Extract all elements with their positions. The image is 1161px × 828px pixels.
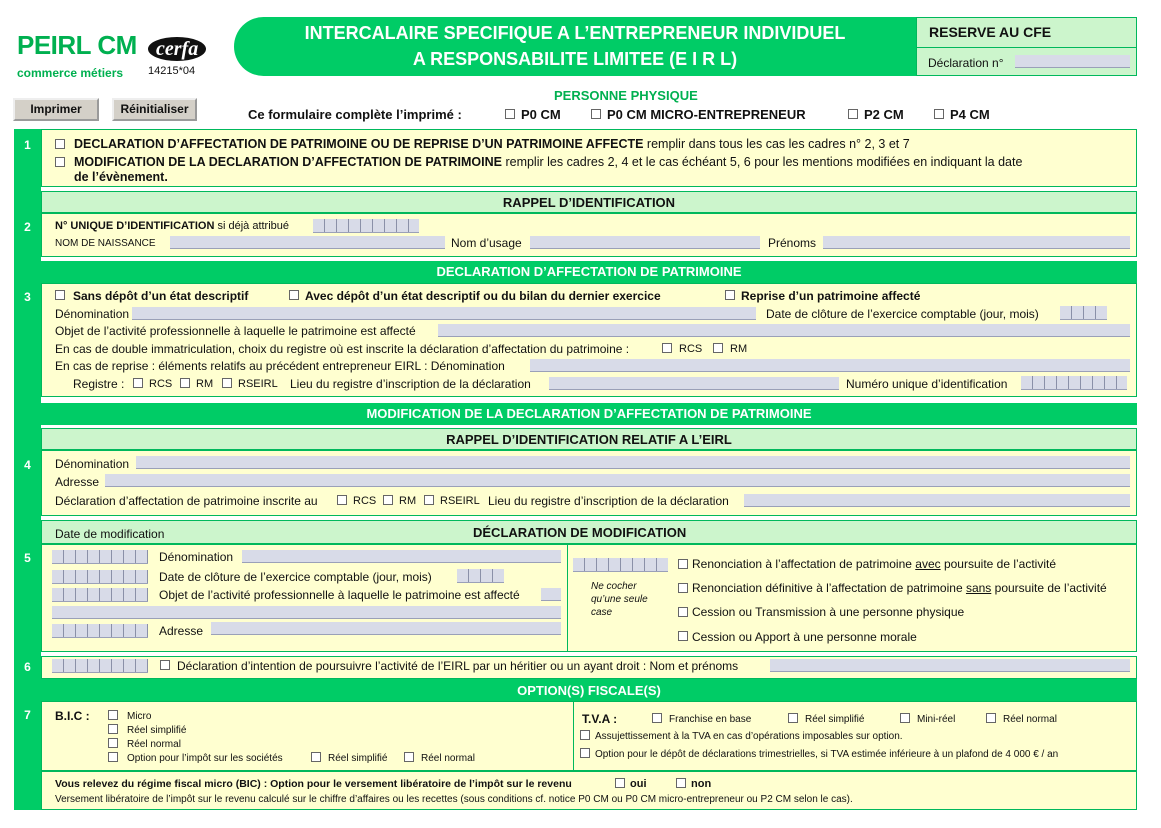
renonciation-sans-label: Renonciation définitive à l’affectation de patrimoine sans poursuite de l’activité — [692, 581, 1107, 595]
s5-object-label: Objet de l’activité professionnelle à laquelle le patrimoine est affecté — [159, 588, 520, 602]
s6-heir-checkbox[interactable] — [160, 660, 170, 670]
avec-depot-label: Avec dépôt d’un état descriptif ou du bilan du dernier exercice — [305, 289, 661, 303]
personne-title: PERSONNE PHYSIQUE — [554, 88, 698, 103]
options-fiscales-title: OPTION(S) FISCALE(S) — [517, 683, 661, 698]
bic-reel-normal-checkbox[interactable] — [108, 738, 118, 748]
micro-liberatoire-question: Vous relevez du régime fiscal micro (BIC) : Option pour le versement libératoire de l’impôt sur le revenu — [55, 778, 572, 790]
declaration-modification-title: DÉCLARATION DE MODIFICATION — [473, 525, 687, 540]
s5-object-field-1[interactable] — [541, 588, 561, 601]
modification-bar: MODIFICATION DE LA DECLARATION D’AFFECTATION DE PATRIMOINE — [41, 403, 1137, 425]
cession-morale-checkbox[interactable] — [678, 631, 688, 641]
p2cm-checkbox[interactable] — [848, 109, 858, 119]
registre-rm-label: RM — [196, 378, 214, 390]
s6-heir-label: Déclaration d’intention de poursuivre l’activité de l’EIRL par un héritier ou un ayant droit : Nom et prénoms — [177, 659, 739, 673]
reset-button[interactable]: Réinitialiser — [112, 98, 197, 121]
cerfa-logo: cerfa — [148, 37, 206, 61]
s3-denomination-label: Dénomination — [55, 307, 130, 321]
is-normal-label: Réel normal — [421, 753, 475, 764]
s3-object-label: Objet de l’activité professionnelle à laquelle le patrimoine est affecté — [55, 324, 416, 338]
section-3-number: 3 — [24, 290, 31, 304]
franchise-checkbox[interactable] — [652, 713, 662, 723]
mini-reel-label: Mini-réel — [917, 714, 956, 725]
section-1-number: 1 — [24, 138, 31, 152]
renonciation-avec-label: Renonciation à l’affectation de patrimoine avec poursuite de l’activité — [692, 557, 1057, 571]
registre-rseirl-label: RSEIRL — [238, 378, 278, 390]
s3-numero-field[interactable] — [1021, 376, 1127, 390]
bic-reel-simplifie-label: Réel simplifié — [127, 725, 187, 736]
section-2-number: 2 — [24, 220, 31, 234]
s5-date-object-field[interactable] — [52, 588, 148, 602]
tva-label: T.V.A : — [582, 712, 618, 726]
s4-denomination-field[interactable] — [136, 456, 1130, 469]
sans-depot-checkbox[interactable] — [55, 290, 65, 300]
registre-rcs-label: RCS — [149, 378, 173, 390]
p0cm-micro-checkbox[interactable] — [591, 109, 601, 119]
liberatoire-oui-checkbox[interactable] — [615, 778, 625, 788]
s4-rseirl-checkbox[interactable] — [424, 495, 434, 505]
rappel-eirl-bar: RAPPEL D’IDENTIFICATION RELATIF A L’EIRL — [41, 428, 1137, 450]
double-reg-rm-checkbox[interactable] — [713, 343, 723, 353]
s4-adresse-field[interactable] — [105, 474, 1130, 487]
brand-subtitle: commerce métiers — [17, 66, 124, 80]
section-4-number: 4 — [24, 458, 31, 472]
modification-date-label: Date de modification — [55, 527, 165, 541]
cerfa-number: 14215*04 — [148, 65, 196, 77]
s5-date-denomination-field[interactable] — [52, 550, 148, 564]
s6-heir-name-field[interactable] — [770, 659, 1130, 672]
liberatoire-non-checkbox[interactable] — [676, 778, 686, 788]
first-names-field[interactable] — [823, 236, 1130, 249]
bic-reel-simplifie-checkbox[interactable] — [108, 724, 118, 734]
section-7-number: 7 — [24, 708, 31, 722]
form-complement-label: Ce formulaire complète l’imprimé : — [248, 107, 462, 122]
tva-normal-label: Réel normal — [1003, 714, 1057, 725]
liberatoire-footnote: Versement libératoire de l’impôt sur le revenu calculé sur le chiffre d’affaires ou les recettes (sous conditions cf. notice P0 CM ou P0 CM micro-entrepreneur ou P2 CM selon le cas). — [55, 794, 853, 805]
id-number-label: N° UNIQUE D’IDENTIFICATION si déjà attribué — [55, 220, 290, 232]
id-number-field[interactable] — [313, 219, 419, 233]
form-title-line1: INTERCALAIRE SPECIFIQUE A L’ENTREPRENEUR INDIVIDUEL — [304, 23, 846, 43]
p0cm-checkbox[interactable] — [505, 109, 515, 119]
reprise-denomination-field[interactable] — [530, 359, 1130, 372]
s3-denomination-field[interactable] — [132, 307, 756, 320]
option-is-checkbox[interactable] — [108, 752, 118, 762]
liberatoire-oui-label: oui — [630, 778, 647, 790]
s4-denomination-label: Dénomination — [55, 457, 130, 471]
cession-physique-label: Cession ou Transmission à une personne physique — [692, 605, 965, 619]
bic-label: B.I.C : — [55, 709, 90, 723]
usage-name-label: Nom d’usage — [451, 236, 522, 250]
tva-simplifie-checkbox[interactable] — [788, 713, 798, 723]
cession-physique-checkbox[interactable] — [678, 607, 688, 617]
section-6-number: 6 — [24, 660, 31, 674]
is-normal-checkbox[interactable] — [404, 752, 414, 762]
bic-micro-label: Micro — [127, 711, 152, 722]
liberatoire-non-label: non — [691, 778, 712, 790]
single-box-note-3: case — [591, 607, 613, 618]
section-5-number: 5 — [24, 551, 31, 565]
affectation-option: DECLARATION D’AFFECTATION DE PATRIMOINE OU DE REPRISE D’UN PATRIMOINE AFFECTE remplir dans tous les cas les cadres n° 2, 3 et 7 — [74, 137, 910, 151]
s4-rseirl-label: RSEIRL — [440, 495, 480, 507]
p2cm-label: P2 CM — [864, 107, 904, 122]
s4-adresse-label: Adresse — [55, 475, 100, 489]
s5-adresse-field[interactable] — [211, 622, 561, 635]
registre-label: Registre : — [73, 377, 125, 391]
form-title-line2: A RESPONSABILITE LIMITEE (E I R L) — [412, 49, 738, 69]
s5-date-closing-field[interactable] — [52, 570, 148, 584]
sans-depot-label: Sans dépôt d’un état descriptif — [73, 289, 249, 303]
modification-option-line2: de l’évènement. — [74, 170, 168, 184]
rappel-identification-bar: RAPPEL D’IDENTIFICATION — [41, 191, 1137, 213]
s5-denomination-label: Dénomination — [159, 550, 234, 564]
reprise-checkbox[interactable] — [725, 290, 735, 300]
s3-numero-label: Numéro unique d’identification — [846, 377, 1008, 391]
s5-date-adresse-field[interactable] — [52, 624, 148, 638]
tva-normal-checkbox[interactable] — [986, 713, 996, 723]
brand-logo: PEIRL CM — [17, 30, 137, 60]
s6-date-field[interactable] — [52, 659, 148, 673]
tva-simplifie-label: Réel simplifié — [805, 714, 865, 725]
renonciation-sans-checkbox[interactable] — [678, 583, 688, 593]
mini-reel-checkbox[interactable] — [900, 713, 910, 723]
reprise-previous-label: En cas de reprise : éléments relatifs au précédent entrepreneur EIRL : Dénomination — [55, 359, 505, 373]
is-simplifie-label: Réel simplifié — [328, 753, 388, 764]
registre-rm-checkbox[interactable] — [180, 378, 190, 388]
single-box-note-1: Ne cocher — [591, 581, 637, 592]
p0cm-micro-label: P0 CM MICRO-ENTREPRENEUR — [607, 107, 806, 122]
s5-date-renonciation-field[interactable] — [573, 558, 668, 572]
s4-rcs-checkbox[interactable] — [337, 495, 347, 505]
birth-name-label: NOM DE NAISSANCE — [55, 238, 156, 249]
option-is-label: Option pour l’impôt sur les sociétés — [127, 753, 283, 764]
bic-reel-normal-label: Réel normal — [127, 739, 181, 750]
s4-rm-checkbox[interactable] — [383, 495, 393, 505]
is-simplifie-checkbox[interactable] — [311, 752, 321, 762]
s4-rm-label: RM — [399, 495, 417, 507]
franchise-label: Franchise en base — [669, 714, 752, 725]
s3-object-field[interactable] — [438, 324, 1130, 337]
depot-trimestriel-label: Option pour le dépôt de déclarations trimestrielles, si TVA estimée inférieure à un plafond de 4 000 € / an — [595, 749, 1059, 760]
modification-checkbox[interactable] — [55, 157, 65, 167]
affectation-patrimoine-bar: DECLARATION D’AFFECTATION DE PATRIMOINE — [41, 261, 1137, 283]
double-reg-rcs-label: RCS — [679, 343, 703, 355]
renonciation-avec-checkbox[interactable] — [678, 559, 688, 569]
s5-closing-label: Date de clôture de l’exercice comptable (jour, mois) — [159, 570, 432, 584]
double-reg-rcs-checkbox[interactable] — [662, 343, 672, 353]
reserve-label: RESERVE AU CFE — [929, 24, 1052, 40]
first-names-label: Prénoms — [768, 236, 817, 250]
s4-lieu-field[interactable] — [744, 494, 1130, 507]
registre-rcs-checkbox[interactable] — [133, 378, 143, 388]
cession-morale-label: Cession ou Apport à une personne morale — [692, 630, 917, 644]
s5-closing-field[interactable] — [457, 569, 504, 583]
single-box-note-2: qu’une seule — [591, 594, 648, 605]
p4cm-label: P4 CM — [950, 107, 990, 122]
print-button[interactable]: Imprimer — [13, 98, 99, 121]
assujettissement-label: Assujettissement à la TVA en cas d’opérations imposables sur option. — [595, 731, 903, 742]
s5-adresse-label: Adresse — [159, 624, 204, 638]
declaration-number-field[interactable] — [1015, 55, 1130, 68]
reprise-label: Reprise d’un patrimoine affecté — [741, 289, 921, 303]
birth-name-field[interactable] — [170, 236, 445, 249]
usage-name-field[interactable] — [530, 236, 760, 249]
double-registration-label: En cas de double immatriculation, choix du registre où est inscrite la déclaration d’affectation du patrimoine : — [55, 342, 630, 356]
s3-closing-date-label: Date de clôture de l’exercice comptable (jour, mois) — [766, 307, 1039, 321]
s3-closing-date-field[interactable] — [1060, 306, 1107, 320]
s5-object-field-2[interactable] — [52, 606, 561, 619]
s4-rcs-label: RCS — [353, 495, 377, 507]
registre-rseirl-checkbox[interactable] — [222, 378, 232, 388]
affectation-checkbox[interactable] — [55, 139, 65, 149]
p0cm-label: P0 CM — [521, 107, 561, 122]
depot-trimestriel-checkbox[interactable] — [580, 748, 590, 758]
assujettissement-checkbox[interactable] — [580, 730, 590, 740]
s4-decl-label: Déclaration d’affectation de patrimoine inscrite au — [55, 494, 318, 508]
section-number-strip — [14, 129, 41, 679]
s5-denomination-field[interactable] — [242, 550, 561, 563]
p4cm-checkbox[interactable] — [934, 109, 944, 119]
declaration-number-label: Déclaration n° — [928, 56, 1004, 70]
avec-depot-checkbox[interactable] — [289, 290, 299, 300]
bic-micro-checkbox[interactable] — [108, 710, 118, 720]
s4-lieu-label: Lieu du registre d’inscription de la déclaration — [488, 494, 729, 508]
double-reg-rm-label: RM — [730, 343, 748, 355]
modification-option: MODIFICATION DE LA DECLARATION D’AFFECTATION DE PATRIMOINE remplir les cadres 2, 4 et le cas échéant 5, 6 pour les mentions modifiées en indiquant la date — [74, 155, 1023, 169]
s3-lieu-field[interactable] — [549, 377, 839, 390]
s3-lieu-label: Lieu du registre d’inscription de la déclaration — [290, 377, 531, 391]
